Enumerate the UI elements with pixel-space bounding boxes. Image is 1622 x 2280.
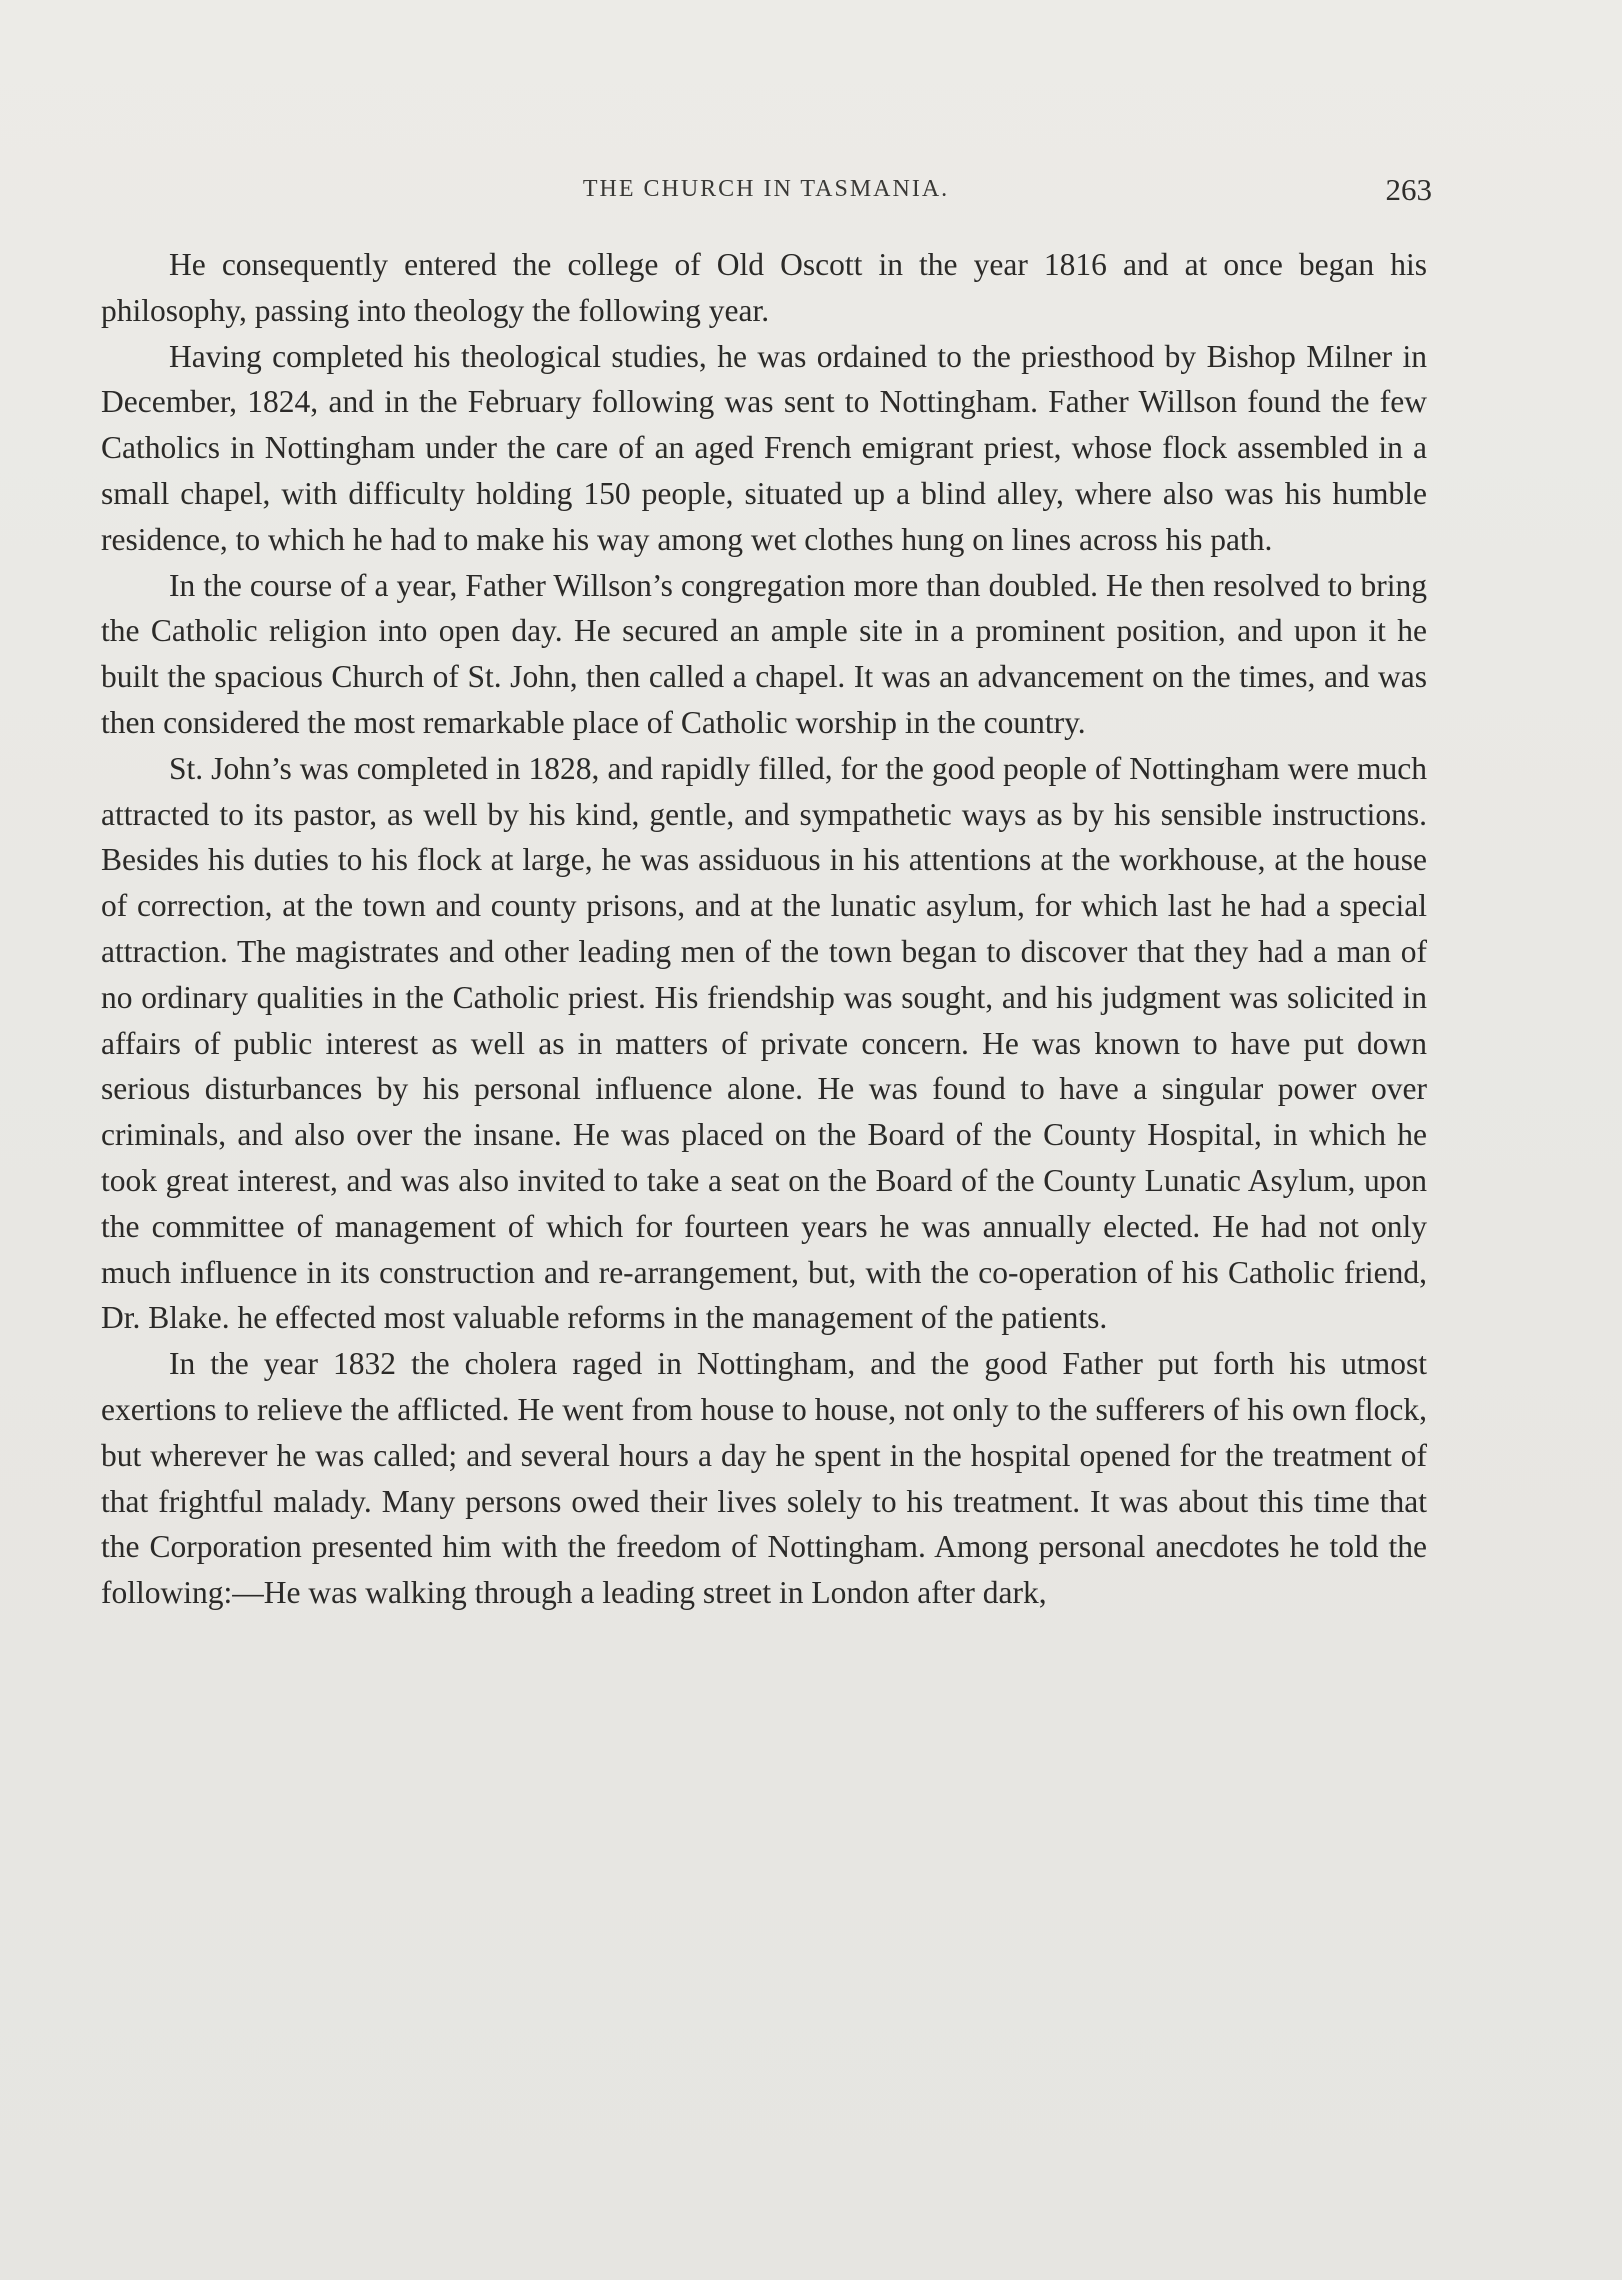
body-text [101,242,1427,1616]
paragraph-4: St. John’s was completed in 1828, and rapidly filled, for the good people of Nottingham were much attracted to its pastor, as well by his kind, gentle, and sympathetic ways as by his sensible instructions. Besides his duties to his flock at large, he was assiduous in his attentions at the workhouse, at the house of correction, at the town and county prisons, and at the lunatic asylum, for which last he had a special attraction. The magistrates and other leading men of the town began to discover that they had a man of no ordinary qualities in the Catholic priest. His friendship was sought, and his judgment was solicited in affairs of public interest as well as in matters of private concern. He was known to have put down serious disturbances by his personal influence alone. He was found to have a singular power over criminals, and also over the insane. He was placed on the Board of the County Hospital, in which he took great interest, and was also invited to take a seat on the Board of the County Lunatic Asylum, upon the committee of management of which for fourteen years he was annually elected. He had not only much influence in its construction and re-arrangement, but, with the co-operation of his Catholic friend, Dr. Blake. he effected most valuable reforms in the management of the patients. [101,750,1427,1336]
paragraph-5: In the year 1832 the cholera raged in Nottingham, and the good Father put forth his utmost exertions to relieve the afflicted. He went from house to house, not only to the sufferers of his own flock, but wherever he was called; and several hours a day he spent in the hospital opened for the treatment of that frightful malady. Many persons owed their lives solely to his treatment. It was about this time that the Corporation presented him with the freedom of Nottingham. Among personal anecdotes he told the following:—He was walking through a leading street in London after dark, [101,1346,1427,1611]
page-header [100,172,1432,212]
paragraph-1: He consequently entered the college of Old Oscott in the year 1816 and at once began his philosophy, passing into theology the following year. [101,247,1427,328]
paragraph-2: Having completed his theological studies, he was ordained to the priesthood by Bishop Milner in December, 1824, and in the February following was sent to Nottingham. Father Willson found the few Catholics in Nottingham under the care of an aged French emigrant priest, whose flock assembled in a small chapel, with difficulty holding 150 people, situated up a blind alley, where also was his humble residence, to which he had to make his way among wet clothes hung on lines across his path. [101,338,1427,557]
paragraph-3: In the course of a year, Father Willson’s congregation more than doubled. He then resolved to bring the Catholic religion into open day. He secured an ample site in a prominent position, and upon it he built the spacious Church of St. John, then called a chapel. It was an advancement on the times, and was then considered the most remarkable place of Catholic worship in the country. [101,567,1427,740]
running-title: THE CHURCH IN TASMANIA. [582,176,950,202]
page-number: 263 [1385,172,1432,207]
